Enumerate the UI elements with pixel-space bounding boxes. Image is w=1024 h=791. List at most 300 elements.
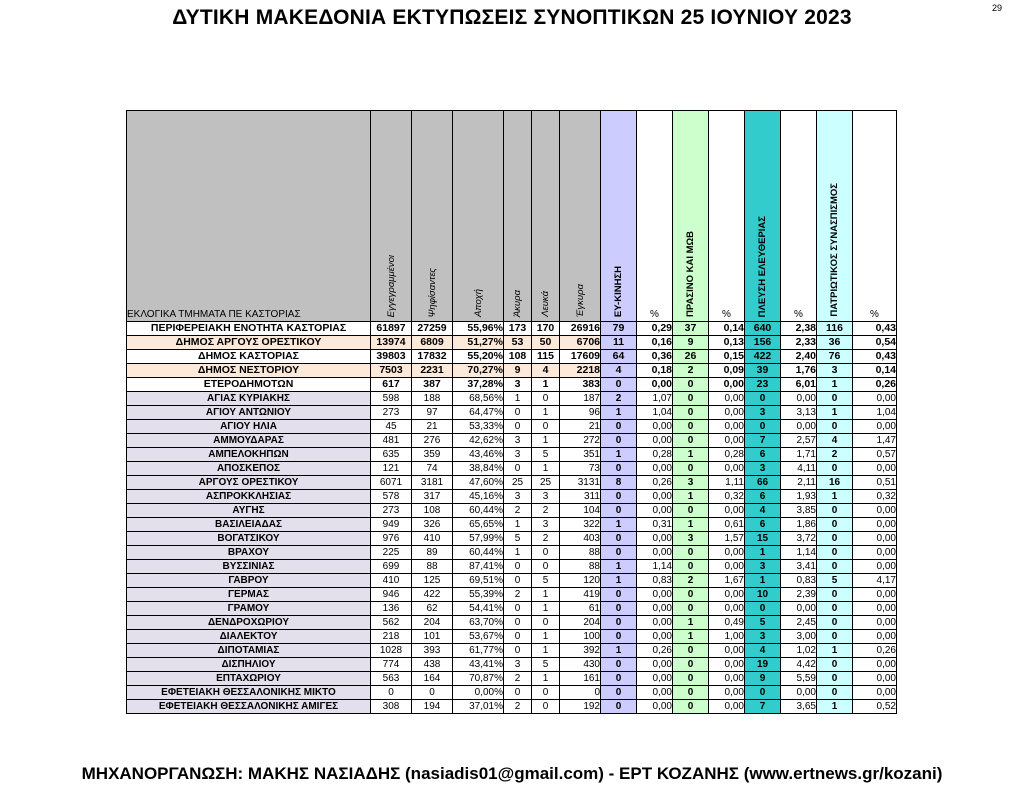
cell-valid: 2218 — [560, 364, 601, 378]
table-row — [127, 672, 897, 686]
cell-blank: 25 — [532, 476, 560, 490]
cell-p3: 0 — [745, 602, 781, 616]
cell-p4pct: 0,00 — [853, 588, 897, 602]
table-row — [127, 616, 897, 630]
cell-name: ΕΤΕΡΟΔΗΜΟΤΩΝ — [127, 378, 371, 392]
cell-blank: 0 — [532, 560, 560, 574]
table-row — [127, 392, 897, 406]
cell-valid: 73 — [560, 462, 601, 476]
cell-voted: 21 — [412, 420, 453, 434]
cell-p2pct: 0,49 — [709, 616, 745, 630]
cell-valid: 26916 — [560, 322, 601, 336]
cell-name: ΔΙΣΠΗΛΙΟΥ — [127, 658, 371, 672]
cell-p2: 2 — [673, 574, 709, 588]
cell-name: ΒΡΑΧΟΥ — [127, 546, 371, 560]
cell-p1pct: 0,00 — [637, 686, 673, 700]
cell-abstention: 45,16% — [453, 490, 504, 504]
cell-voted: 387 — [412, 378, 453, 392]
cell-p2pct: 1,11 — [709, 476, 745, 490]
cell-p3pct: 4,11 — [781, 462, 817, 476]
table-row — [127, 560, 897, 574]
cell-registered: 410 — [371, 574, 412, 588]
cell-p3pct: 2,45 — [781, 616, 817, 630]
cell-valid: 100 — [560, 630, 601, 644]
cell-p4pct: 0,00 — [853, 504, 897, 518]
cell-invalid: 0 — [504, 686, 532, 700]
table-row — [127, 700, 897, 714]
cell-p1pct: 0,00 — [637, 630, 673, 644]
table-row — [127, 644, 897, 658]
cell-p2: 0 — [673, 406, 709, 420]
cell-p1: 2 — [601, 392, 637, 406]
header-pct-4: % — [853, 111, 897, 322]
cell-p2: 1 — [673, 490, 709, 504]
cell-p2pct: 0,09 — [709, 364, 745, 378]
cell-invalid: 2 — [504, 588, 532, 602]
cell-p4: 0 — [817, 588, 853, 602]
cell-blank: 1 — [532, 462, 560, 476]
cell-p4: 36 — [817, 336, 853, 350]
cell-p3pct: 1,02 — [781, 644, 817, 658]
cell-p1: 0 — [601, 630, 637, 644]
cell-p2pct: 0,00 — [709, 588, 745, 602]
cell-p4pct: 4,17 — [853, 574, 897, 588]
cell-p2: 0 — [673, 560, 709, 574]
cell-p1pct: 0,26 — [637, 476, 673, 490]
cell-invalid: 5 — [504, 532, 532, 546]
cell-abstention: 43,46% — [453, 448, 504, 462]
cell-p1pct: 0,00 — [637, 658, 673, 672]
cell-name: ΑΓΙΑΣ ΚΥΡΙΑΚΗΣ — [127, 392, 371, 406]
cell-registered: 218 — [371, 630, 412, 644]
cell-registered: 1028 — [371, 644, 412, 658]
cell-p3pct: 0,00 — [781, 602, 817, 616]
cell-abstention: 54,41% — [453, 602, 504, 616]
cell-voted: 27259 — [412, 322, 453, 336]
cell-blank: 3 — [532, 490, 560, 504]
cell-p4: 1 — [817, 406, 853, 420]
cell-p3pct: 2,11 — [781, 476, 817, 490]
table-row — [127, 532, 897, 546]
cell-voted: 276 — [412, 434, 453, 448]
cell-p1: 1 — [601, 644, 637, 658]
cell-p3pct: 6,01 — [781, 378, 817, 392]
cell-p4: 0 — [817, 686, 853, 700]
cell-invalid: 108 — [504, 350, 532, 364]
cell-invalid: 53 — [504, 336, 532, 350]
cell-p3: 3 — [745, 406, 781, 420]
cell-valid: 204 — [560, 616, 601, 630]
cell-p4pct: 0,00 — [853, 518, 897, 532]
cell-abstention: 70,27% — [453, 364, 504, 378]
cell-blank: 1 — [532, 588, 560, 602]
cell-voted: 108 — [412, 504, 453, 518]
cell-voted: 194 — [412, 700, 453, 714]
cell-p4: 4 — [817, 434, 853, 448]
cell-invalid: 0 — [504, 574, 532, 588]
cell-p2pct: 0,00 — [709, 602, 745, 616]
cell-registered: 136 — [371, 602, 412, 616]
cell-p2: 0 — [673, 686, 709, 700]
cell-voted: 164 — [412, 672, 453, 686]
cell-p3: 9 — [745, 672, 781, 686]
table-row — [127, 574, 897, 588]
cell-invalid: 25 — [504, 476, 532, 490]
cell-valid: 21 — [560, 420, 601, 434]
cell-p1: 0 — [601, 532, 637, 546]
cell-p1: 0 — [601, 420, 637, 434]
cell-p4pct: 1,04 — [853, 406, 897, 420]
cell-blank: 170 — [532, 322, 560, 336]
cell-invalid: 173 — [504, 322, 532, 336]
cell-name: ΑΓΙΟΥ ΑΝΤΩΝΙΟΥ — [127, 406, 371, 420]
cell-p3: 0 — [745, 686, 781, 700]
cell-p1pct: 0,00 — [637, 672, 673, 686]
cell-registered: 273 — [371, 406, 412, 420]
cell-p2pct: 1,00 — [709, 630, 745, 644]
cell-p3: 6 — [745, 490, 781, 504]
cell-p2pct: 0,61 — [709, 518, 745, 532]
cell-blank: 2 — [532, 532, 560, 546]
cell-p2: 0 — [673, 462, 709, 476]
cell-abstention: 57,99% — [453, 532, 504, 546]
cell-p4: 2 — [817, 448, 853, 462]
cell-registered: 225 — [371, 546, 412, 560]
cell-p2pct: 0,32 — [709, 490, 745, 504]
cell-p2pct: 0,00 — [709, 700, 745, 714]
cell-name: ΔΙΑΛΕΚΤΟΥ — [127, 630, 371, 644]
cell-p4: 0 — [817, 392, 853, 406]
cell-p1pct: 0,83 — [637, 574, 673, 588]
cell-p1pct: 0,26 — [637, 644, 673, 658]
table-row — [127, 588, 897, 602]
cell-p4pct: 0,00 — [853, 658, 897, 672]
cell-p1: 0 — [601, 462, 637, 476]
cell-abstention: 70,87% — [453, 672, 504, 686]
cell-p4pct: 0,00 — [853, 672, 897, 686]
cell-valid: 272 — [560, 434, 601, 448]
cell-p3: 0 — [745, 392, 781, 406]
cell-p4pct: 0,32 — [853, 490, 897, 504]
cell-voted: 2231 — [412, 364, 453, 378]
cell-p4pct: 0,00 — [853, 616, 897, 630]
cell-p4: 0 — [817, 672, 853, 686]
cell-abstention: 47,60% — [453, 476, 504, 490]
cell-valid: 6706 — [560, 336, 601, 350]
cell-invalid: 9 — [504, 364, 532, 378]
cell-invalid: 3 — [504, 378, 532, 392]
cell-p3: 7 — [745, 434, 781, 448]
cell-p4pct: 0,00 — [853, 560, 897, 574]
cell-blank: 0 — [532, 392, 560, 406]
cell-p3pct: 4,42 — [781, 658, 817, 672]
cell-abstention: 55,39% — [453, 588, 504, 602]
cell-p3pct: 1,86 — [781, 518, 817, 532]
cell-p2pct: 0,00 — [709, 420, 745, 434]
cell-p3pct: 2,38 — [781, 322, 817, 336]
cell-p2pct: 0,00 — [709, 672, 745, 686]
table-row — [127, 462, 897, 476]
cell-p2pct: 1,67 — [709, 574, 745, 588]
cell-p4: 5 — [817, 574, 853, 588]
cell-voted: 101 — [412, 630, 453, 644]
cell-p1: 1 — [601, 560, 637, 574]
page-title: ΔΥΤΙΚΗ ΜΑΚΕΔΟΝΙΑ ΕΚΤΥΠΩΣΕΙΣ ΣΥΝΟΠΤΙΚΩΝ 25 ΙΟΥΝΙΟΥ 2023 — [172, 6, 852, 29]
table-row — [127, 518, 897, 532]
cell-registered: 949 — [371, 518, 412, 532]
cell-invalid: 1 — [504, 546, 532, 560]
cell-name: ΑΣΠΡΟΚΚΛΗΣΙΑΣ — [127, 490, 371, 504]
cell-p2: 0 — [673, 420, 709, 434]
cell-p2: 0 — [673, 504, 709, 518]
cell-p4pct: 0,00 — [853, 462, 897, 476]
cell-p1: 11 — [601, 336, 637, 350]
cell-invalid: 1 — [504, 392, 532, 406]
cell-valid: 351 — [560, 448, 601, 462]
cell-p1: 0 — [601, 546, 637, 560]
cell-valid: 187 — [560, 392, 601, 406]
cell-p1: 64 — [601, 350, 637, 364]
cell-abstention: 87,41% — [453, 560, 504, 574]
cell-p4pct: 0,26 — [853, 644, 897, 658]
cell-p1: 0 — [601, 434, 637, 448]
cell-invalid: 3 — [504, 448, 532, 462]
cell-invalid: 2 — [504, 700, 532, 714]
cell-invalid: 0 — [504, 462, 532, 476]
cell-p2pct: 0,00 — [709, 644, 745, 658]
table-row — [127, 420, 897, 434]
cell-p3pct: 0,00 — [781, 686, 817, 700]
cell-blank: 5 — [532, 574, 560, 588]
cell-p2: 1 — [673, 616, 709, 630]
cell-p3pct: 0,00 — [781, 420, 817, 434]
cell-p4: 0 — [817, 518, 853, 532]
table-row — [127, 686, 897, 700]
cell-p3: 156 — [745, 336, 781, 350]
cell-p2: 3 — [673, 476, 709, 490]
table-row — [127, 490, 897, 504]
cell-name: ΔΙΠΟΤΑΜΙΑΣ — [127, 644, 371, 658]
cell-p4: 3 — [817, 364, 853, 378]
footer-credit: ΜΗΧΑΝΟΡΓΑΝΩΣΗ: ΜΑΚΗΣ ΝΑΣΙΑΔΗΣ (nasiadis01@gmail.com) - ΕΡΤ ΚΟΖΑΝΗΣ (www.ertnews.gr/kozani) — [81, 764, 943, 783]
cell-p2pct: 0,00 — [709, 434, 745, 448]
cell-valid: 0 — [560, 686, 601, 700]
header-party-plefsi: ΠΛΕΥΣΗ ΕΛΕΥΘΕΡΙΑΣ — [745, 111, 781, 322]
cell-p4pct: 0,54 — [853, 336, 897, 350]
cell-blank: 1 — [532, 672, 560, 686]
cell-p4: 0 — [817, 658, 853, 672]
header-registered: Εγγεγραμμένοι — [371, 111, 412, 322]
table-row — [127, 378, 897, 392]
cell-p2: 26 — [673, 350, 709, 364]
cell-blank: 0 — [532, 546, 560, 560]
cell-p1: 1 — [601, 518, 637, 532]
cell-registered: 273 — [371, 504, 412, 518]
cell-registered: 0 — [371, 686, 412, 700]
cell-p1pct: 0,16 — [637, 336, 673, 350]
cell-p3: 4 — [745, 504, 781, 518]
cell-abstention: 37,01% — [453, 700, 504, 714]
cell-abstention: 64,47% — [453, 406, 504, 420]
cell-registered: 562 — [371, 616, 412, 630]
cell-p3pct: 1,93 — [781, 490, 817, 504]
cell-p1pct: 0,00 — [637, 420, 673, 434]
cell-p2pct: 0,00 — [709, 686, 745, 700]
cell-p3: 7 — [745, 700, 781, 714]
cell-p3pct: 1,76 — [781, 364, 817, 378]
cell-registered: 481 — [371, 434, 412, 448]
cell-p2pct: 1,57 — [709, 532, 745, 546]
cell-p2: 0 — [673, 644, 709, 658]
header-party-ey-kinisi: ΕΥ-ΚΙΝΗΣΗ — [601, 111, 637, 322]
cell-invalid: 0 — [504, 406, 532, 420]
cell-name: ΕΦΕΤΕΙΑΚΗ ΘΕΣΣΑΛΟΝΙΚΗΣ ΑΜΙΓΕΣ — [127, 700, 371, 714]
table-row — [127, 602, 897, 616]
cell-abstention: 42,62% — [453, 434, 504, 448]
header-party-prasino-mov: ΠΡΑΣΙΝΟ ΚΑΙ ΜΩΒ — [673, 111, 709, 322]
cell-name: ΒΑΣΙΛΕΙΑΔΑΣ — [127, 518, 371, 532]
header-label: ΕΚΛΟΓΙΚΑ ΤΜΗΜΑΤΑ ΠΕ ΚΑΣΤΟΡΙΑΣ — [127, 111, 371, 322]
cell-abstention: 55,96% — [453, 322, 504, 336]
cell-p3: 39 — [745, 364, 781, 378]
cell-p1pct: 0,00 — [637, 434, 673, 448]
cell-registered: 976 — [371, 532, 412, 546]
cell-p2: 0 — [673, 672, 709, 686]
cell-p3pct: 3,13 — [781, 406, 817, 420]
cell-p4: 1 — [817, 700, 853, 714]
cell-name: ΠΕΡΙΦΕΡΕΙΑΚΗ ΕΝΟΤΗΤΑ ΚΑΣΤΟΡΙΑΣ — [127, 322, 371, 336]
cell-abstention: 68,56% — [453, 392, 504, 406]
cell-p4: 0 — [817, 602, 853, 616]
cell-p4: 0 — [817, 462, 853, 476]
header-valid: Έγκυρα — [560, 111, 601, 322]
table-row — [127, 434, 897, 448]
cell-invalid: 2 — [504, 504, 532, 518]
cell-name: ΔΗΜΟΣ ΑΡΓΟΥΣ ΟΡΕΣΤΙΚΟΥ — [127, 336, 371, 350]
cell-p1pct: 0,00 — [637, 700, 673, 714]
cell-p2: 0 — [673, 602, 709, 616]
header-invalid: Άκυρα — [504, 111, 532, 322]
cell-name: ΑΜΜΟΥΔΑΡΑΣ — [127, 434, 371, 448]
cell-p4pct: 0,00 — [853, 392, 897, 406]
cell-p1pct: 0,00 — [637, 616, 673, 630]
cell-name: ΓΡΑΜΟΥ — [127, 602, 371, 616]
cell-invalid: 3 — [504, 434, 532, 448]
cell-name: ΔΗΜΟΣ ΝΕΣΤΟΡΙΟΥ — [127, 364, 371, 378]
cell-p3pct: 1,71 — [781, 448, 817, 462]
cell-blank: 1 — [532, 434, 560, 448]
cell-p2pct: 0,14 — [709, 322, 745, 336]
cell-p3pct: 2,57 — [781, 434, 817, 448]
cell-p2: 0 — [673, 434, 709, 448]
cell-p4: 0 — [817, 616, 853, 630]
cell-p3pct: 3,72 — [781, 532, 817, 546]
cell-p1: 1 — [601, 448, 637, 462]
cell-p1pct: 0,31 — [637, 518, 673, 532]
cell-p3: 15 — [745, 532, 781, 546]
cell-p2: 2 — [673, 364, 709, 378]
cell-blank: 1 — [532, 406, 560, 420]
cell-p4pct: 0,57 — [853, 448, 897, 462]
cell-invalid: 0 — [504, 602, 532, 616]
cell-voted: 6809 — [412, 336, 453, 350]
cell-invalid: 0 — [504, 644, 532, 658]
cell-p1: 0 — [601, 672, 637, 686]
cell-name: ΑΜΠΕΛΟΚΗΠΩΝ — [127, 448, 371, 462]
cell-registered: 308 — [371, 700, 412, 714]
cell-p1pct: 0,00 — [637, 532, 673, 546]
cell-p4pct: 0,00 — [853, 686, 897, 700]
cell-p1pct: 0,00 — [637, 504, 673, 518]
cell-invalid: 0 — [504, 560, 532, 574]
cell-p4pct: 0,43 — [853, 322, 897, 336]
cell-p3pct: 3,41 — [781, 560, 817, 574]
cell-abstention: 0,00% — [453, 686, 504, 700]
cell-p3: 1 — [745, 574, 781, 588]
cell-voted: 3181 — [412, 476, 453, 490]
cell-name: ΒΟΓΑΤΣΙΚΟΥ — [127, 532, 371, 546]
header-pct-2: % — [709, 111, 745, 322]
table-row — [127, 364, 897, 378]
cell-valid: 311 — [560, 490, 601, 504]
table-row — [127, 406, 897, 420]
cell-p2: 0 — [673, 700, 709, 714]
cell-valid: 88 — [560, 546, 601, 560]
cell-p1: 0 — [601, 658, 637, 672]
cell-blank: 1 — [532, 630, 560, 644]
cell-valid: 392 — [560, 644, 601, 658]
cell-p3: 640 — [745, 322, 781, 336]
cell-valid: 88 — [560, 560, 601, 574]
cell-p2: 1 — [673, 448, 709, 462]
cell-valid: 96 — [560, 406, 601, 420]
cell-voted: 74 — [412, 462, 453, 476]
cell-valid: 430 — [560, 658, 601, 672]
cell-voted: 204 — [412, 616, 453, 630]
cell-p3: 66 — [745, 476, 781, 490]
cell-registered: 578 — [371, 490, 412, 504]
cell-registered: 617 — [371, 378, 412, 392]
cell-registered: 699 — [371, 560, 412, 574]
cell-p1pct: 0,00 — [637, 490, 673, 504]
page-number: 29 — [991, 3, 1002, 13]
cell-p1: 1 — [601, 574, 637, 588]
cell-invalid: 0 — [504, 630, 532, 644]
cell-p1pct: 0,36 — [637, 350, 673, 364]
cell-p2: 1 — [673, 630, 709, 644]
cell-p1: 0 — [601, 490, 637, 504]
cell-p2pct: 0,00 — [709, 560, 745, 574]
cell-invalid: 0 — [504, 616, 532, 630]
cell-p4: 1 — [817, 644, 853, 658]
cell-p1pct: 0,18 — [637, 364, 673, 378]
cell-p4: 1 — [817, 378, 853, 392]
cell-blank: 0 — [532, 616, 560, 630]
cell-p1pct: 1,07 — [637, 392, 673, 406]
cell-valid: 3131 — [560, 476, 601, 490]
cell-p3: 422 — [745, 350, 781, 364]
cell-p1pct: 1,14 — [637, 560, 673, 574]
cell-abstention: 60,44% — [453, 504, 504, 518]
cell-abstention: 55,20% — [453, 350, 504, 364]
cell-p3: 23 — [745, 378, 781, 392]
cell-voted: 393 — [412, 644, 453, 658]
cell-blank: 2 — [532, 504, 560, 518]
cell-p4pct: 0,00 — [853, 420, 897, 434]
cell-name: ΑΡΓΟΥΣ ΟΡΕΣΤΙΚΟΥ — [127, 476, 371, 490]
cell-abstention: 37,28% — [453, 378, 504, 392]
cell-name: ΕΠΤΑΧΩΡΙΟΥ — [127, 672, 371, 686]
